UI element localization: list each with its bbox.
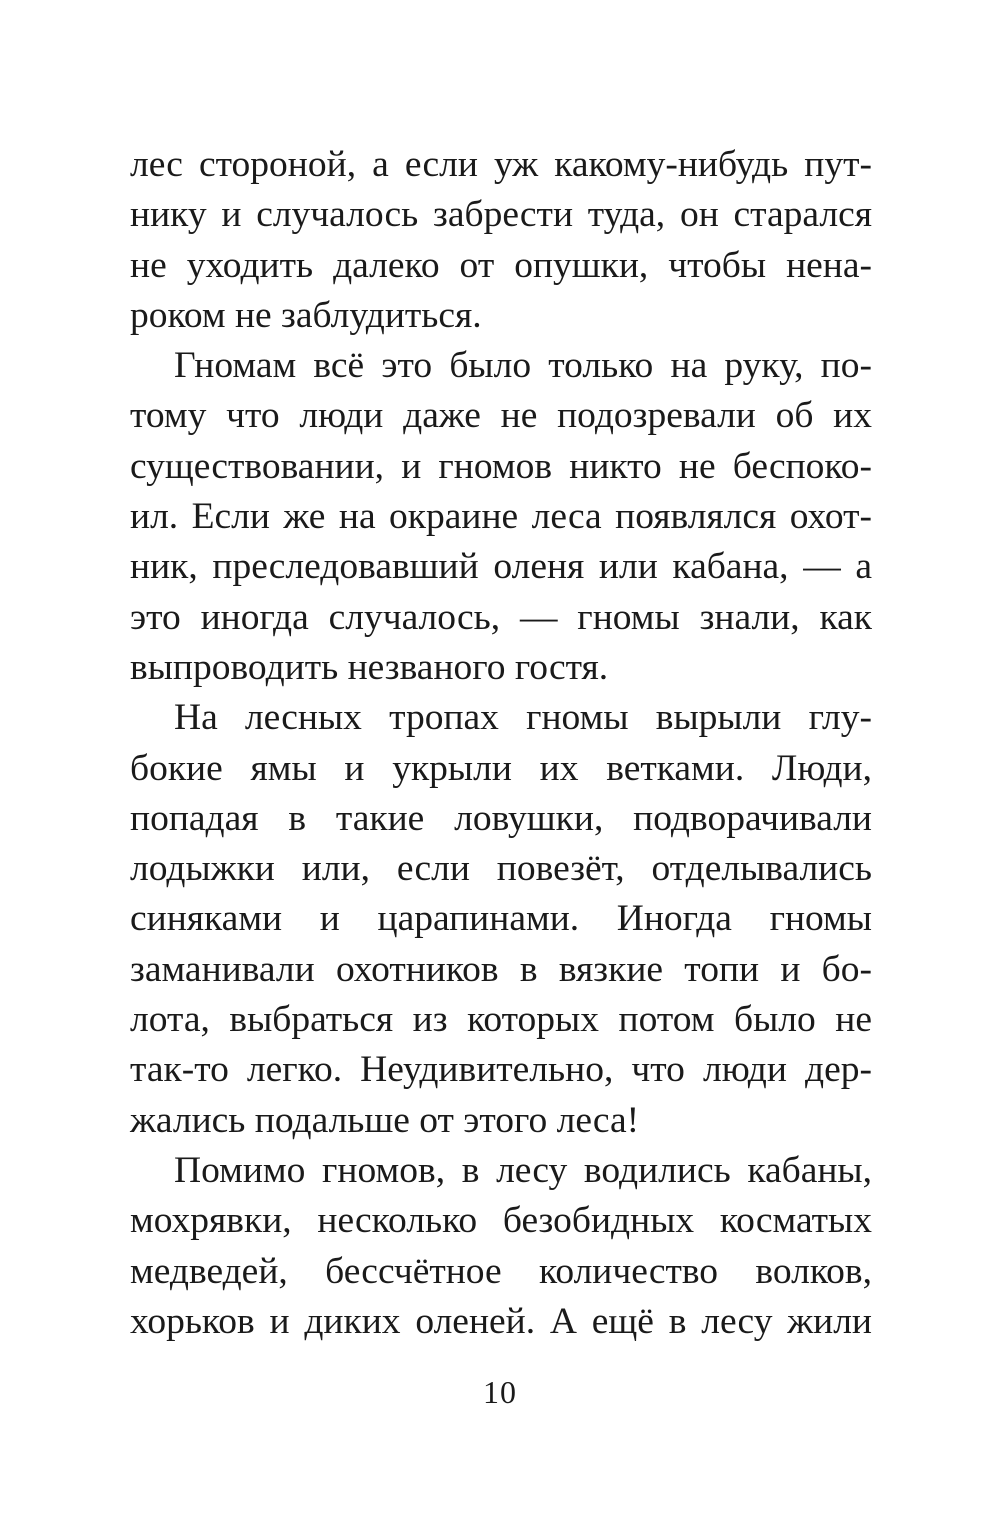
text-line: синяками и царапинами. Иногда гномы xyxy=(130,898,872,940)
text-line: ник, преследовавший оленя или кабана, — а xyxy=(130,546,872,588)
text-line: мохрявки, несколько безобидных косматых xyxy=(130,1200,872,1242)
text-line: заманивали охотников в вязкие топи и бо- xyxy=(130,948,872,990)
text-line: существовании, и гномов никто не беспоко- xyxy=(130,445,872,487)
body-text xyxy=(130,140,872,1347)
text-line: нику и случалось забрести туда, он старался xyxy=(130,194,872,236)
text-line: бокие ямы и укрыли их ветками. Люди, xyxy=(130,747,872,789)
text-line: лес стороной, а если уж какому-нибудь пут- xyxy=(130,144,872,185)
text-line: не уходить далеко от опушки, чтобы нена- xyxy=(130,244,872,286)
text-line: лодыжки или, если повезёт, отделывались xyxy=(130,848,872,890)
text-line: попадая в такие ловушки, подворачивали xyxy=(130,797,872,839)
text-line: лота, выбраться из которых потом было не xyxy=(130,999,872,1041)
text-line: Гномам всё это было только на руку, по- xyxy=(174,345,872,387)
text-line: хорьков и диких оленей. А ещё в лесу жили xyxy=(130,1300,872,1342)
text-line: Помимо гномов, в лесу водились кабаны, xyxy=(174,1149,872,1191)
text-line: На лесных тропах гномы вырыли глу- xyxy=(174,697,872,739)
text-line: роком не заблудиться. xyxy=(130,294,482,336)
text-line: так-то легко. Неудивительно, что люди дер- xyxy=(130,1049,872,1091)
text-line: ил. Если же на окраине леса появлялся охот- xyxy=(130,496,872,538)
page-number: 10 xyxy=(483,1374,517,1410)
text-line: жались подальше от этого леса! xyxy=(130,1099,640,1141)
text-line: тому что люди даже не подозревали об их xyxy=(130,395,872,437)
text-line: медведей, бессчётное количество волков, xyxy=(130,1250,872,1292)
text-line: выпроводить незваного гостя. xyxy=(130,646,609,688)
text-line: это иногда случалось, — гномы знали, как xyxy=(130,596,872,638)
